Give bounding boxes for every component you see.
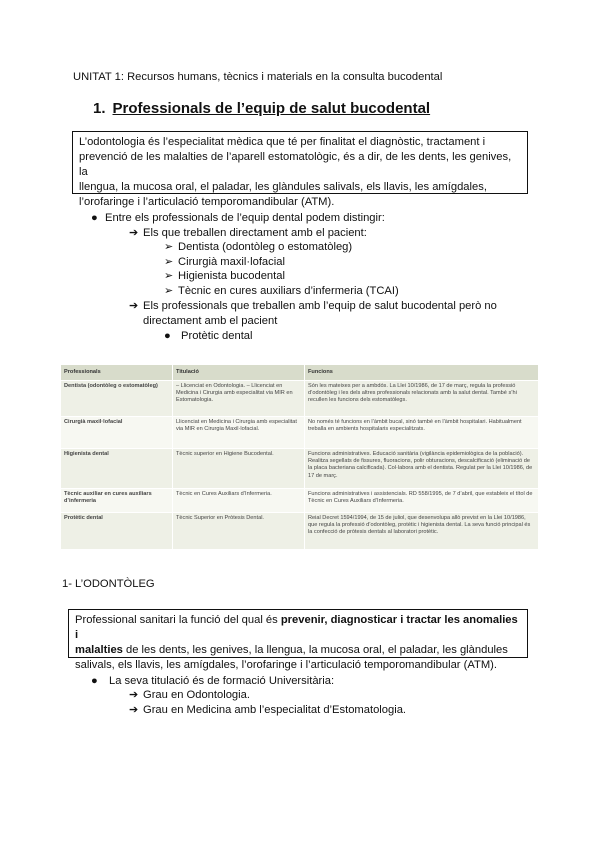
- unit-title: UNITAT 1: Recursos humans, tècnics i materials en la consulta bucodental: [73, 71, 443, 83]
- odontoleg-emphasis: malalties: [75, 644, 123, 656]
- table-cell: Tècnic superior en Higiene Bucodental.: [173, 449, 305, 489]
- list-item: [164, 240, 352, 254]
- table-cell: Són les mateixes per a ambdós. La Llei 10/1986, de 17 de març, regula la professió d’odontòleg i les dels altres professionals relacionats amb la salut dental. També s’hi recullen les funcions dels estomatòlegs.: [305, 381, 539, 417]
- odontoleg-line: [75, 643, 522, 658]
- list-item: [129, 688, 250, 702]
- table-cell: Funcions administratives. Educació sanitària (vigilància epidemiològica de la població). Realitza segellats de fissures, fluoracions, polir obturacions, descalcificació (eliminació de la placa bacteriana calcificada). Col·labora amb el dentista. Regulat per la Llei 10/1986, de 17 de març.: [305, 449, 539, 489]
- odontoleg-emphasis: prevenir, diagnosticar i tractar les anomalies i: [75, 614, 518, 641]
- arrowhead-icon: ➢: [164, 285, 174, 297]
- table-cell: Protètic dental: [61, 513, 173, 549]
- training-intro: [91, 674, 334, 688]
- list-item-text: Dentista (odontòleg o estomatòleg): [178, 241, 353, 253]
- arrowhead-icon: ➢: [164, 256, 174, 268]
- indirect-label: [129, 299, 497, 313]
- outline-intro-text: Entre els professionals de l’equip dental podem distingir:: [105, 212, 385, 224]
- list-item-text: Grau en Medicina amb l’especialitat d’Estomatologia.: [143, 704, 407, 716]
- list-item: [129, 703, 406, 717]
- subsection-title: 1- L’ODONTÒLEG: [62, 578, 155, 590]
- arrow-icon: ➔: [129, 227, 139, 239]
- arrow-icon: ➔: [129, 689, 139, 701]
- list-item: [164, 255, 285, 269]
- table-row: [61, 489, 538, 513]
- professionals-table: [61, 365, 538, 549]
- table-row: [61, 449, 538, 489]
- odontoleg-line: salivals, els llavis, les amígdales, l’orofaringe i l’articulació temporomandibular (ATM).: [75, 659, 497, 671]
- table-cell: Tècnic en Cures Auxiliars d’Infermeria.: [173, 489, 305, 513]
- arrow-icon: ➔: [129, 704, 139, 716]
- table-cell: Llicenciat en Medicina i Cirurgia amb especialitat via MIR en Cirurgia Maxil·lofacial.: [173, 417, 305, 449]
- section-heading: [93, 100, 430, 117]
- odontoleg-text: Professional sanitari la funció del qual és: [75, 614, 281, 626]
- bullet-icon: ●: [91, 212, 98, 224]
- definition-line: prevenció de les malalties de l’aparell estomatològic, és a dir, de les dents, les genives, la: [79, 151, 512, 178]
- section-title: Professionals de l’equip de salut bucodental: [112, 100, 431, 117]
- outline-intro: [91, 211, 385, 225]
- definition-line: l’orofaringe i l’articulació temporomandibular (ATM).: [79, 196, 335, 208]
- table-cell: – Llicenciat en Odontologia. – Llicenciat en Medicina i Cirurgia amb especialitat via MIR en Estomatologia.: [173, 381, 305, 417]
- odontoleg-text: de les dents, les genives, la llengua, la mucosa oral, el paladar, les glàndules: [122, 644, 508, 656]
- arrowhead-icon: ➢: [164, 270, 174, 282]
- bullet-icon: ●: [91, 675, 98, 687]
- table-row: [61, 513, 538, 549]
- table-row: [61, 417, 538, 449]
- odontoleg-line: [75, 613, 522, 643]
- list-item: [164, 269, 285, 283]
- table-header: Professionals: [61, 365, 173, 381]
- direct-label: [129, 226, 367, 240]
- list-item: [164, 329, 253, 343]
- list-item: [164, 284, 399, 298]
- table-cell: Reial Decret 1594/1994, de 15 de juliol, que desenvolupa allò previst en la Llei 10/1986, que regula la professió d’odontòleg, protètic i higienista dental. La seva funció principal és la confecció de pròtesis dentals al laboratori protètic.: [305, 513, 539, 549]
- odontoleg-box: [68, 609, 528, 671]
- section-number: 1.: [93, 100, 106, 117]
- indirect-label-continued: directament amb el pacient: [143, 315, 278, 327]
- table-row: [61, 381, 538, 417]
- list-item-text: Tècnic en cures auxiliars d’infermeria (TCAI): [178, 285, 399, 297]
- bullet-icon: ●: [164, 330, 171, 342]
- definition-line: llengua, la mucosa oral, el paladar, les glàndules salivals, els llavis, les amígdales,: [79, 181, 487, 193]
- table-cell: Tècnic auxiliar en cures auxiliars d’infermeria: [61, 489, 173, 513]
- table-cell: Higienista dental: [61, 449, 173, 489]
- arrowhead-icon: ➢: [164, 241, 174, 253]
- table-header-row: [61, 365, 538, 381]
- arrow-icon: ➔: [129, 300, 139, 312]
- list-item-text: Grau en Odontologia.: [143, 689, 250, 701]
- table-cell: Cirurgià maxil·lofacial: [61, 417, 173, 449]
- table-cell: Funcions administratives i assistencials. RD 558/1995, de 7 d’abril, que estableix el títol de Tècnic en Cures Auxiliars d’Infermeria.: [305, 489, 539, 513]
- direct-label-text: Els que treballen directament amb el pacient:: [143, 227, 367, 239]
- list-item-text: Higienista bucodental: [178, 270, 285, 282]
- definition-box: [72, 131, 528, 208]
- table-header: Funcions: [305, 365, 539, 381]
- list-item-text: Cirurgià maxil·lofacial: [178, 256, 285, 268]
- table-header: Titulació: [173, 365, 305, 381]
- table-cell: Dentista (odontòleg o estomatòleg): [61, 381, 173, 417]
- table-cell: No només té funcions en l’àmbit bucal, sinó també en l’àmbit hospitalari. Habitualment treballa en ambients hospitalaris especialitzats.: [305, 417, 539, 449]
- definition-line: L’odontologia és l’especialitat mèdica que té per finalitat el diagnòstic, tractament i: [79, 136, 486, 148]
- indirect-label-text: Els professionals que treballen amb l’equip de salut bucodental però no: [143, 300, 497, 312]
- list-item-text: Protètic dental: [181, 330, 253, 342]
- training-intro-text: La seva titulació és de formació Universitària:: [109, 675, 335, 687]
- table-cell: Tècnic Superior en Pròtesis Dental.: [173, 513, 305, 549]
